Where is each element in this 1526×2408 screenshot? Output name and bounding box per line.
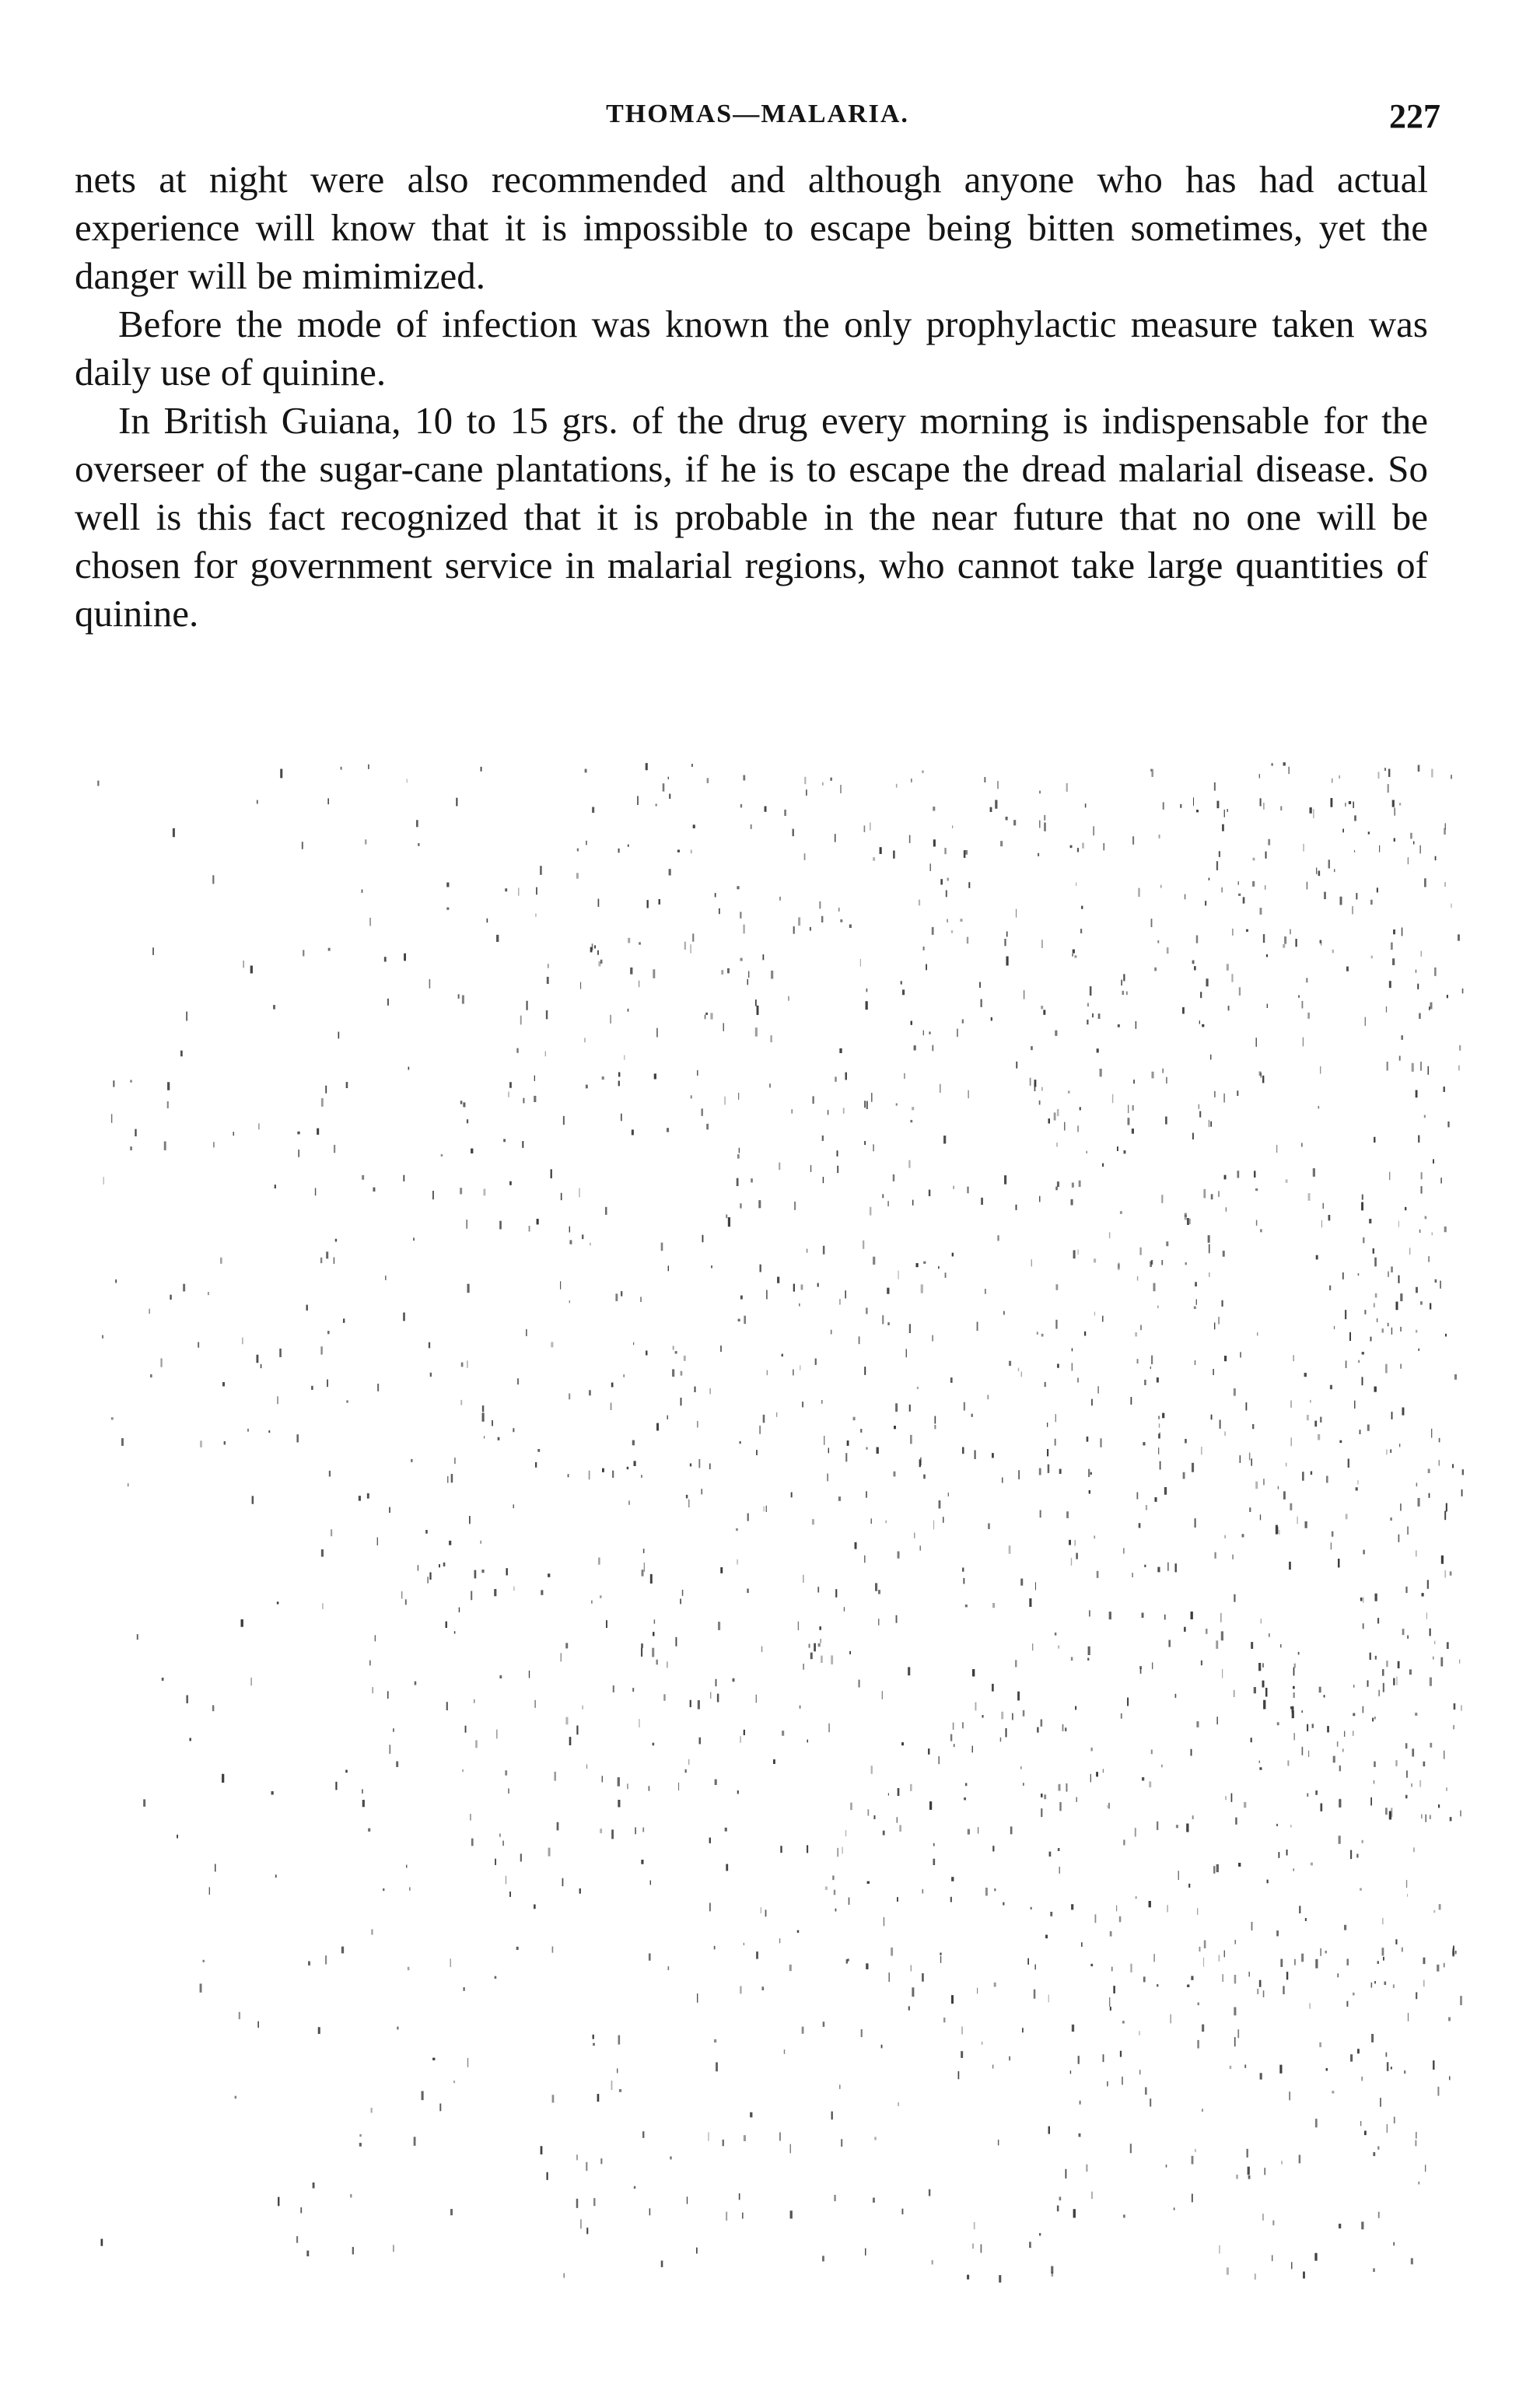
running-head [75, 96, 1440, 143]
body-text [75, 156, 1428, 638]
paragraph-continuation: nets at night were also recommended and although anyone who has had actual experience will know that it is impossible to escape being bitten sometimes, yet the danger will be mimimized. [75, 158, 1428, 297]
page-number: 227 [1389, 97, 1440, 135]
paragraph-infection: Before the mode of infection was known the only prophylactic measure taken was daily use of quinine. [75, 303, 1428, 394]
running-title: THOMAS—MALARIA. [606, 100, 909, 128]
paragraph-british-guiana: In British Guiana, 10 to 15 grs. of the drug every morning is indispensable for the overseer of the sugar-cane plantations, if he is to escape the dread malarial disease. So well is this fact recognized that it is probable in the near future that no one will be chosen for government service in malarial regions, who cannot take large quantities of quinine. [75, 399, 1428, 635]
